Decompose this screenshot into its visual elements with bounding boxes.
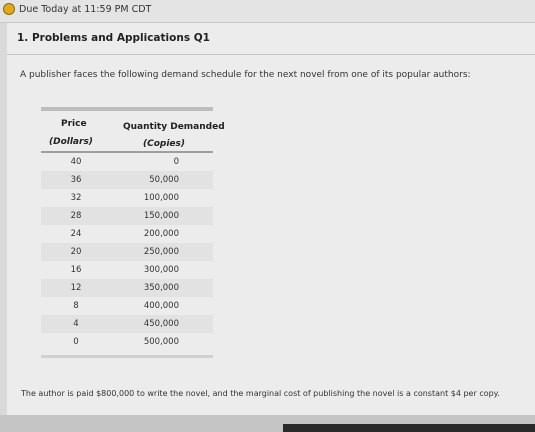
- quantity-cell: 350,000: [143, 283, 179, 293]
- table-row: [41, 243, 213, 261]
- table-row: [41, 153, 213, 171]
- price-cell: 20: [70, 247, 82, 257]
- quantity-cell: 300,000: [143, 265, 179, 275]
- table-bottom-rule: [41, 355, 213, 358]
- quantity-cell: 50,000: [149, 175, 179, 185]
- table-header: [41, 111, 225, 153]
- table-row: [41, 279, 213, 297]
- price-header: Price: [61, 119, 87, 129]
- question-title: 1. Problems and Applications Q1: [17, 32, 210, 44]
- price-cell: 32: [70, 193, 82, 203]
- table-row: [41, 171, 213, 189]
- table-row: [41, 225, 213, 243]
- table-row: [41, 315, 213, 333]
- price-cell: 24: [70, 229, 82, 239]
- price-cell: 12: [70, 283, 82, 293]
- due-date-bar: [0, 0, 535, 23]
- demand-schedule-table: [41, 107, 225, 358]
- table-row: [41, 189, 213, 207]
- price-cell: 0: [73, 337, 79, 347]
- quantity-cell: 450,000: [143, 319, 179, 329]
- quantity-cell: 500,000: [143, 337, 179, 347]
- table-row: [41, 333, 213, 351]
- quantity-header: Quantity Demanded: [123, 122, 225, 132]
- quantity-cell: 100,000: [143, 193, 179, 203]
- price-cell: 4: [73, 319, 79, 329]
- dark-edge: [283, 424, 535, 432]
- price-cell: 40: [70, 157, 82, 167]
- table-row: [41, 261, 213, 279]
- price-cell: 36: [70, 175, 82, 185]
- quantity-cell: 250,000: [143, 247, 179, 257]
- quantity-cell: 400,000: [143, 301, 179, 311]
- due-date-text: Due Today at 11:59 PM CDT: [19, 4, 152, 15]
- title-divider: [7, 54, 535, 55]
- question-intro: A publisher faces the following demand schedule for the next novel from one of its popular authors:: [20, 70, 471, 80]
- table-row: [41, 297, 213, 315]
- quantity-cell: 0: [173, 157, 179, 167]
- price-cell: 16: [70, 265, 82, 275]
- table-body: [41, 153, 213, 351]
- quantity-cell: 150,000: [143, 211, 179, 221]
- price-cell: 8: [73, 301, 79, 311]
- clock-icon: [3, 3, 15, 15]
- quantity-cell: 200,000: [143, 229, 179, 239]
- quantity-unit-header: (Copies): [143, 139, 186, 149]
- question-card: [7, 23, 535, 432]
- price-unit-header: (Dollars): [49, 137, 93, 147]
- table-row: [41, 207, 213, 225]
- price-cell: 28: [70, 211, 82, 221]
- question-footer: The author is paid $800,000 to write the novel, and the marginal cost of publishing the novel is a constant $4 per copy.: [21, 389, 500, 398]
